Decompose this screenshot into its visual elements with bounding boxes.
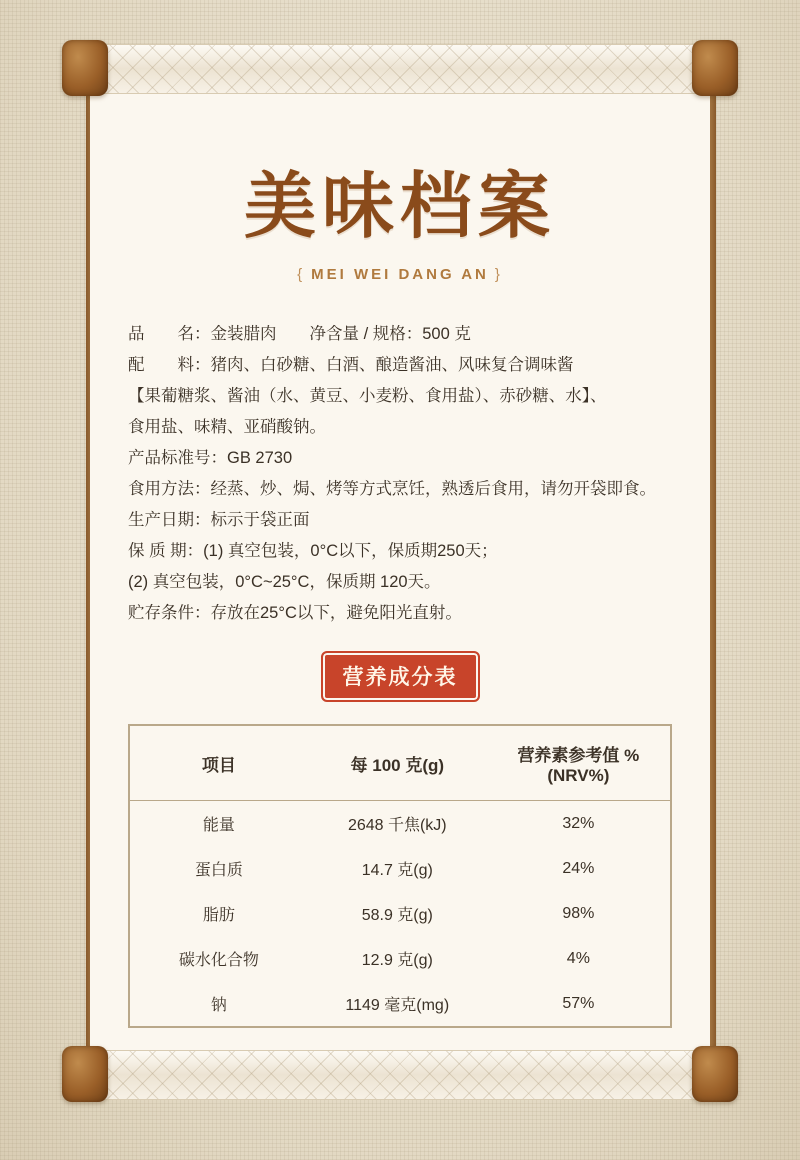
cell-per100g: 14.7 克(g) [361,862,433,879]
table-header-row [129,725,671,801]
cell-per100g: 58.9 克(g) [361,907,433,924]
info-line-storage: 贮存条件：存放在25°C以下，避免阳光直射。 [128,604,462,622]
scroll-poster [62,40,738,1102]
cell-item: 碳水化合物 [178,952,259,969]
cell-nrv: 4% [566,949,590,967]
info-line-ingredients-1: 配 料：猪肉、白砂糖、白酒、酿造酱油、风味复合调味酱 [128,356,574,374]
cell-item: 能量 [202,817,235,834]
cell-per100g: 2648 千焦(kJ) [347,817,447,834]
scroll-bottom-roller [62,1046,738,1102]
info-line-shelf-life-2: (2) 真空包装，0°C~25°C，保质期 120天。 [128,573,441,591]
cell-per100g: 1149 毫克(mg) [345,997,450,1014]
table-row [129,891,671,936]
scroll-bottom-knob-right [692,1046,738,1102]
cell-item: 钠 [210,997,227,1014]
scroll-paper [90,90,710,1052]
nutrition-table [128,724,672,1028]
table-row [129,801,671,847]
info-line-name: 品 名：金装腊肉 净含量 / 规格：500 克 [128,325,471,343]
scroll-top-knob-left [62,40,108,96]
scroll-top-knob-right [692,40,738,96]
info-line-standard: 产品标准号：GB 2730 [128,449,293,467]
cell-nrv: 57% [562,994,595,1012]
info-line-ingredients-3: 食用盐、味精、亚硝酸钠。 [128,418,326,436]
product-info-block [128,319,672,629]
info-line-production-date: 生产日期：标示于袋正面 [128,511,310,529]
info-line-shelf-life-1: 保 质 期：(1) 真空包装，0°C以下，保质期250天； [128,542,498,560]
column-header-item: 项目 [201,756,236,775]
page-subtitle [90,266,710,283]
poster-content [90,90,710,1052]
table-row [129,936,671,981]
cell-nrv: 24% [562,859,595,877]
scroll-bottom-roller-bar [98,1050,702,1100]
subtitle-text: MEI WEI DANG AN [311,266,489,283]
cell-item: 脂肪 [202,907,235,924]
nutrition-title-plaque: 营养成分表 [321,651,480,702]
cell-per100g: 12.9 克(g) [361,952,433,969]
subtitle-close-brace: } [494,266,503,283]
info-line-usage: 食用方法：经蒸、炒、焗、烤等方式烹饪，熟透后食用，请勿开袋即食。 [128,480,656,498]
cell-nrv: 98% [562,904,595,922]
scroll-top-roller [62,40,738,96]
nutrition-title-wrap [90,651,710,702]
scroll-bottom-knob-left [62,1046,108,1102]
column-header-nrv: 营养素参考值 %(NRV%) [517,746,640,785]
nutrition-table-head [129,725,671,801]
nutrition-table-body [129,801,671,1028]
column-header-per100g: 每 100 克(g) [350,756,445,775]
table-row [129,981,671,1027]
info-line-ingredients-2: 【果葡糖浆、酱油（水、黄豆、小麦粉、食用盐）、赤砂糖、水】、 [128,387,607,405]
cell-nrv: 32% [562,814,595,832]
cell-item: 蛋白质 [194,862,243,879]
subtitle-open-brace: { [297,266,306,283]
table-row [129,846,671,891]
scroll-top-roller-bar [98,44,702,94]
page-title: 美味档案 [243,163,556,248]
